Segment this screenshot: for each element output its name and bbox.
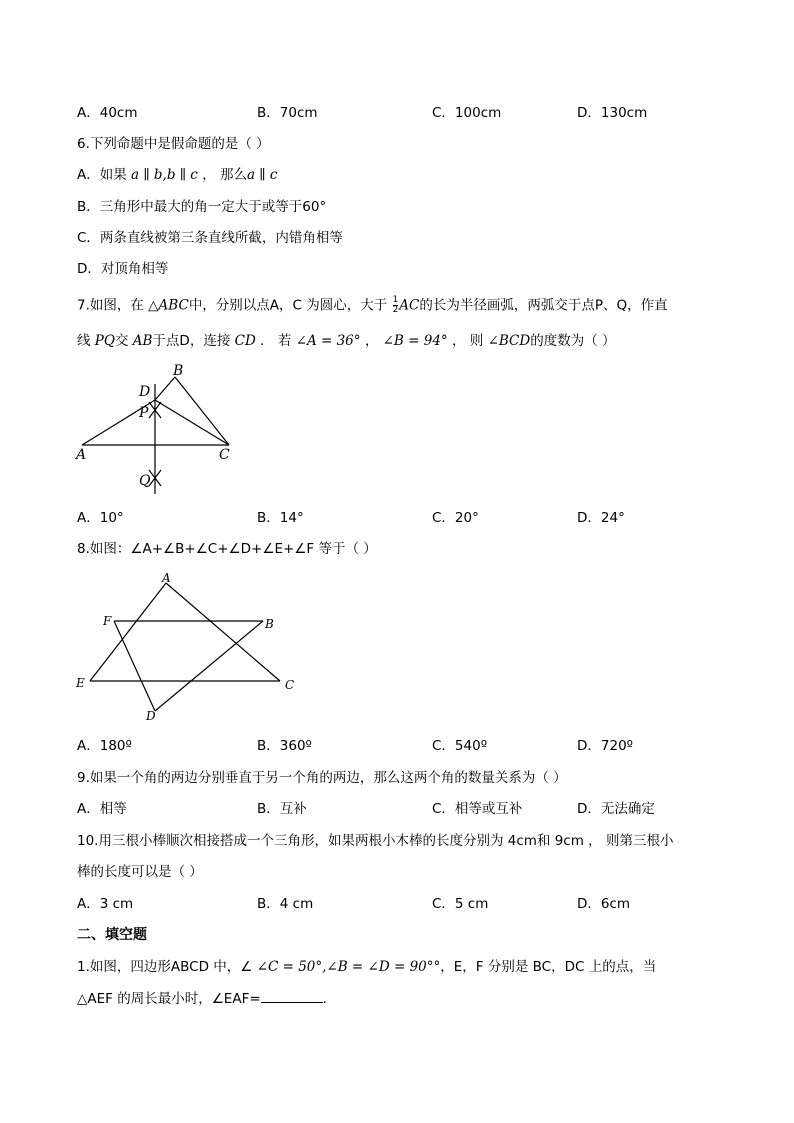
q7-segment-db [155, 377, 175, 400]
q5-option-d: D．130cm [577, 105, 648, 121]
q8-option-b: B．360º [257, 738, 312, 754]
q7-l2-b: 于点D，连接 [152, 333, 235, 349]
f1-l1-post: ，E，F 分别是 BC，DC 上的点，当 [440, 959, 657, 975]
q6-a-prefix: A．如果 [77, 167, 132, 183]
q7-segment-dc [155, 400, 229, 445]
q6-a-math1: a ∥ b,b ∥ c [131, 167, 198, 183]
q7-l2-d: ， [360, 333, 383, 349]
q7-option-c: C．20° [432, 510, 479, 526]
q5-option-c: C．100cm [432, 105, 502, 121]
q7-frac-den: 2 [392, 305, 399, 315]
q7-option-b: B．14° [257, 510, 304, 526]
q6-stem: 6.下列命题中是假命题的是（ ） [77, 136, 270, 152]
q7-option-d: D．24° [577, 510, 625, 526]
q7-label-c: C [219, 447, 230, 463]
q8-option-c: C．540º [432, 738, 488, 754]
q6-a-mid: ， 那么 [197, 167, 247, 183]
q10-line-1: 10.用三根小棒顺次相接搭成一个三角形，如果两根小木棒的长度分别为 4cm和 9cm ， 则第三根小 [77, 833, 674, 849]
q7-line-1 [77, 296, 668, 315]
q7-l1-mid: 中，分别以点A，C 为圆心，大于 [188, 297, 392, 314]
q7-l2-pre: 线 [77, 333, 95, 349]
q6-option-b: B．三角形中最大的角一定大于或等于60° [77, 199, 327, 215]
q8-label-d: D [146, 709, 156, 723]
q8-label-e: E [76, 676, 85, 690]
q7-line-2 [77, 332, 616, 350]
q8-segment-ae [90, 583, 166, 681]
q9-option-c: C．相等或互补 [432, 801, 523, 817]
q9-option-b: B．互补 [257, 801, 307, 817]
q7-l1-post: 的长为半径画弧，两弧交于点P、Q，作直 [419, 297, 668, 314]
q7-angle-bcd: ∠BCD [487, 333, 531, 349]
q7-l2-e: ， 则 [447, 333, 488, 349]
q6-option-c: C．两条直线被第三条直线所截，内错角相等 [77, 230, 343, 246]
q8-figure [70, 570, 305, 728]
q8-segment-df [114, 621, 155, 711]
q7-ab: AB [132, 333, 153, 349]
q10-option-b: B．4 cm [257, 896, 314, 912]
f1-l2-pre: △AEF 的周长最小时，∠EAF= [77, 991, 261, 1007]
q7-angle-a: ∠A = 36° [295, 333, 361, 349]
q7-l2-f: 的度数为（ ） [530, 333, 616, 349]
q7-l2-c: ． 若 [255, 333, 296, 349]
q8-label-c: C [285, 678, 295, 692]
q8-label-f: F [103, 614, 112, 628]
q8-stem: 8.如图：∠A+∠B+∠C+∠D+∠E+∠F 等于（ ） [77, 541, 377, 557]
q8-option-d: D．720º [577, 738, 634, 754]
q5-option-a: A．40cm [77, 105, 138, 121]
q7-label-b: B [173, 363, 184, 379]
q8-segment-bd [155, 621, 263, 711]
q7-l2-a: 交 [114, 333, 133, 349]
q8-segment-ca [166, 583, 280, 681]
q10-option-c: C．5 cm [432, 896, 489, 912]
q7-ac: AC [399, 297, 420, 314]
q7-label-q: Q [139, 473, 151, 489]
q7-triangle: △ABC [148, 297, 189, 314]
q5-option-b: B．70cm [257, 105, 318, 121]
q8-option-a: A．180º [77, 738, 132, 754]
section-title: 二、填空题 [77, 927, 147, 943]
f1-l1-pre: 1.如图，四边形ABCD 中，∠ [77, 959, 257, 975]
answer-blank[interactable] [261, 990, 323, 1003]
q10-option-d: D．6cm [577, 896, 631, 912]
q7-l1-pre: 7.如图，在 [77, 297, 149, 314]
q10-option-a: A．3 cm [77, 896, 134, 912]
q6-option-d: D．对顶角相等 [77, 261, 169, 277]
q7-segment-bc [175, 377, 229, 445]
q7-frac-num: 1 [392, 295, 399, 305]
q7-label-d: D [139, 384, 151, 400]
q7-figure [70, 358, 250, 500]
q8-label-a: A [162, 571, 171, 585]
q6-option-a [77, 166, 277, 184]
q8-label-b: B [265, 617, 274, 631]
q7-cd: CD [234, 333, 256, 349]
q9-option-d: D．无法确定 [577, 801, 655, 817]
q9-stem: 9.如果一个角的两边分别垂直于另一个角的两边，那么这两个角的数量关系为（ ） [77, 770, 567, 786]
q7-label-a: A [76, 447, 87, 463]
f1-line-1 [77, 958, 656, 976]
q7-fraction [393, 296, 399, 315]
q7-option-a: A．10° [77, 510, 124, 526]
f1-math: ∠C = 50°,∠B = ∠D = 90°° [256, 959, 441, 975]
f1-l2-end: . [322, 991, 327, 1007]
q7-pq: PQ [94, 333, 115, 349]
f1-line-2 [77, 990, 327, 1008]
q7-label-p: P [139, 405, 149, 421]
q6-a-math2: a ∥ c [246, 167, 278, 183]
q9-option-a: A．相等 [77, 801, 127, 817]
q10-line-2: 棒的长度可以是（ ） [77, 864, 203, 880]
q7-angle-b: ∠B = 94° [382, 333, 448, 349]
